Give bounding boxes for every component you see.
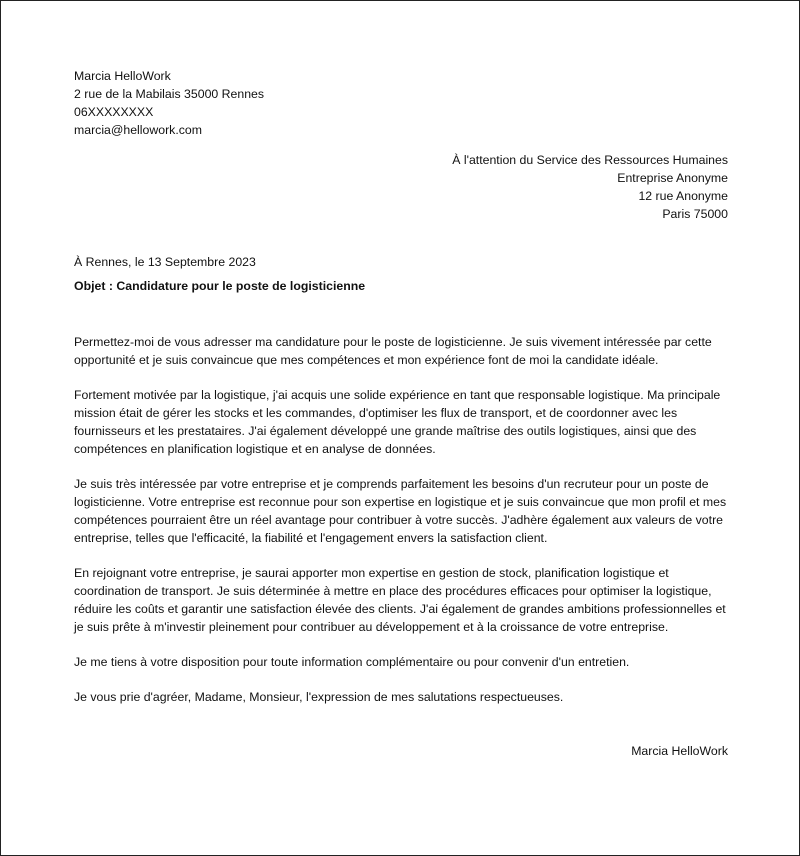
- recipient-block: [74, 151, 728, 223]
- sender-phone: 06XXXXXXXX: [74, 105, 154, 119]
- date-line: À Rennes, le 13 Septembre 2023: [74, 255, 256, 269]
- letter-body: [74, 333, 728, 706]
- body-paragraph: Je me tiens à votre disposition pour toute information complémentaire ou pour convenir d'un entretien.: [74, 655, 630, 669]
- sender-email: marcia@hellowork.com: [74, 123, 202, 137]
- recipient-city: Paris 75000: [662, 207, 728, 221]
- closing-paragraph: Je vous prie d'agréer, Madame, Monsieur, l'expression de mes salutations respectueuses.: [74, 690, 564, 704]
- body-paragraph: Permettez-moi de vous adresser ma candidature pour le poste de logisticienne. Je suis vivement intéressée par cette opportunité et je suis convaincue que mes compétences et mon expérience font de moi la candidate idéale.: [74, 335, 712, 367]
- recipient-attention: À l'attention du Service des Ressources Humaines: [452, 153, 728, 167]
- sender-address: 2 rue de la Mabilais 35000 Rennes: [74, 87, 265, 101]
- body-paragraph: Fortement motivée par la logistique, j'ai acquis une solide expérience en tant que responsable logistique. Ma principale mission était de gérer les stocks et les commandes, d'optimiser les flux de transport, et de coordonner avec les fournisseurs et les prestataires. J'ai également développé une grande maîtrise des outils logistiques, ainsi que des compétences en planification logistique et en analyse de données.: [74, 388, 721, 456]
- recipient-company: Entreprise Anonyme: [617, 171, 728, 185]
- recipient-street: 12 rue Anonyme: [638, 189, 728, 203]
- signature: Marcia HelloWork: [631, 744, 728, 758]
- subject-line: Objet : Candidature pour le poste de logisticienne: [74, 279, 366, 293]
- body-paragraph: En rejoignant votre entreprise, je saurai apporter mon expertise en gestion de stock, planification logistique et coordination de transport. Je suis déterminée à mettre en place des procédures efficaces pour optimiser la logistique, réduire les coûts et garantir une satisfaction élevée des clients. J'ai également de grandes ambitions professionnelles et je suis prête à m'investir pleinement pour contribuer au développement et à la croissance de votre entreprise.: [74, 566, 726, 634]
- sender-block: [74, 67, 728, 139]
- body-paragraph: Je suis très intéressée par votre entreprise et je comprends parfaitement les besoins d'un recruteur pour un poste de logisticienne. Votre entreprise est reconnue pour son expertise en logistique et je suis convaincue que mon profil et mes compétences pourraient être un réel avantage pour contribuer à votre succès. J'adhère également aux valeurs de votre entreprise, telles que l'efficacité, la fiabilité et l'engagement envers la satisfaction client.: [74, 477, 727, 545]
- sender-name: Marcia HelloWork: [74, 69, 171, 83]
- letter-content: [74, 67, 728, 760]
